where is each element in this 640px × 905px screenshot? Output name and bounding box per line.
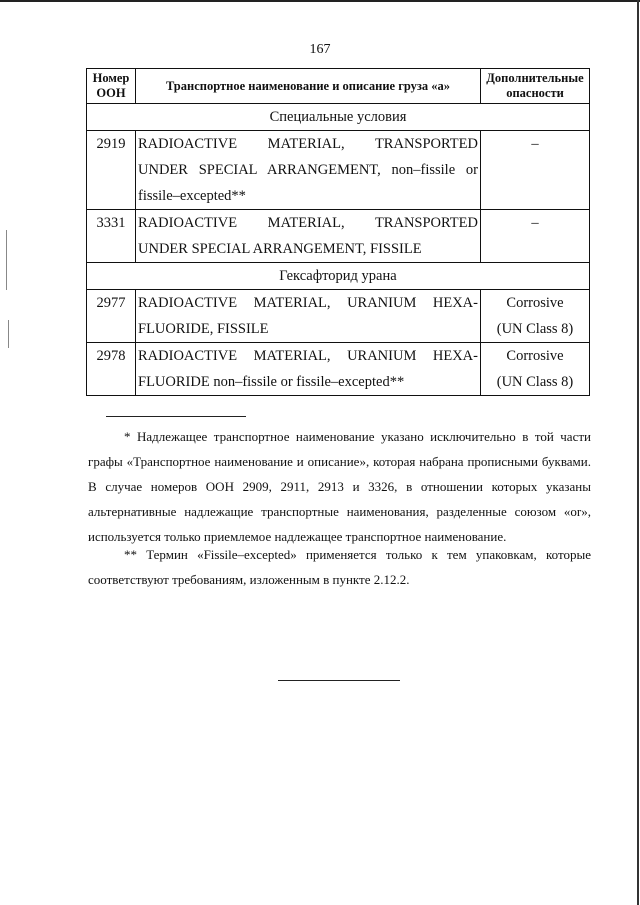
description-line: FLUORIDE, FISSILE <box>138 321 269 337</box>
additional-hazard-cell <box>481 131 590 210</box>
header-un-number: Номер ООН <box>87 69 136 104</box>
section-title: Гексафторид урана <box>87 263 590 290</box>
un-number-cell: 2978 <box>87 343 136 396</box>
description-cell <box>136 343 481 396</box>
additional-hazard-line: Corrosive <box>506 348 564 364</box>
description-line: RADIOACTIVE MATERIAL, URANIUM HEXA- <box>138 348 478 364</box>
description-line: UNDER SPECIAL ARRANGEMENT, FISSILE <box>138 241 422 257</box>
additional-hazard-line: (UN Class 8) <box>496 321 574 337</box>
description-line: UNDER SPECIAL ARRANGEMENT, non–fissile or <box>138 162 478 178</box>
table-row <box>87 210 590 263</box>
footnote-1: * Надлежащее транспортное наименование указано исключительно в той части графы «Транспортное наименование и описание», которая набрана прописными буквами. В случае номеров ООН 2909, 2911, 2913 и 3326, в отношении которых указаны альтернативные надлежащие транспортные наименования, разделенные союзом «or», используется только приемлемое надлежащее транспортное наименование. <box>88 429 591 544</box>
scan-mark <box>6 230 7 290</box>
un-number-cell: 3331 <box>87 210 136 263</box>
additional-hazard-line: – <box>531 215 539 231</box>
additional-hazard-line: – <box>531 136 539 152</box>
page-number: 167 <box>309 42 331 57</box>
footnote-2: ** Термин «Fissile–excepted» применяется только к тем упаковкам, которые соответствуют требованиям, изложенным в пункте 2.12.2. <box>88 547 591 587</box>
un-numbers-table <box>86 68 590 396</box>
description-cell <box>136 290 481 343</box>
description-line: fissile–excepted** <box>138 188 246 204</box>
section-title: Специальные условия <box>87 104 590 131</box>
additional-hazard-line: Corrosive <box>506 295 564 311</box>
end-rule <box>278 680 400 681</box>
table-row <box>87 343 590 396</box>
additional-hazard-cell <box>481 210 590 263</box>
table-row <box>87 290 590 343</box>
description-line: RADIOACTIVE MATERIAL, URANIUM HEXA- <box>138 295 478 311</box>
description-cell <box>136 210 481 263</box>
description-line: RADIOACTIVE MATERIAL, TRANSPORTED <box>138 215 478 231</box>
description-line: RADIOACTIVE MATERIAL, TRANSPORTED <box>138 136 478 152</box>
additional-hazard-line: (UN Class 8) <box>496 374 574 390</box>
scan-mark <box>8 320 9 348</box>
footnote-separator <box>106 416 246 417</box>
scan-right-border <box>637 0 639 905</box>
un-number-cell: 2919 <box>87 131 136 210</box>
description-line: FLUORIDE non–fissile or fissile–excepted** <box>138 374 405 390</box>
table-row <box>87 131 590 210</box>
section-row <box>87 263 590 290</box>
un-number-cell: 2977 <box>87 290 136 343</box>
header-additional-hazards: Дополнительные опасности <box>481 69 590 104</box>
scan-top-border <box>0 0 640 2</box>
additional-hazard-cell <box>481 343 590 396</box>
additional-hazard-cell <box>481 290 590 343</box>
header-description: Транспортное наименование и описание груза «а» <box>136 69 481 104</box>
description-cell <box>136 131 481 210</box>
table-header-row <box>87 69 590 104</box>
section-row <box>87 104 590 131</box>
